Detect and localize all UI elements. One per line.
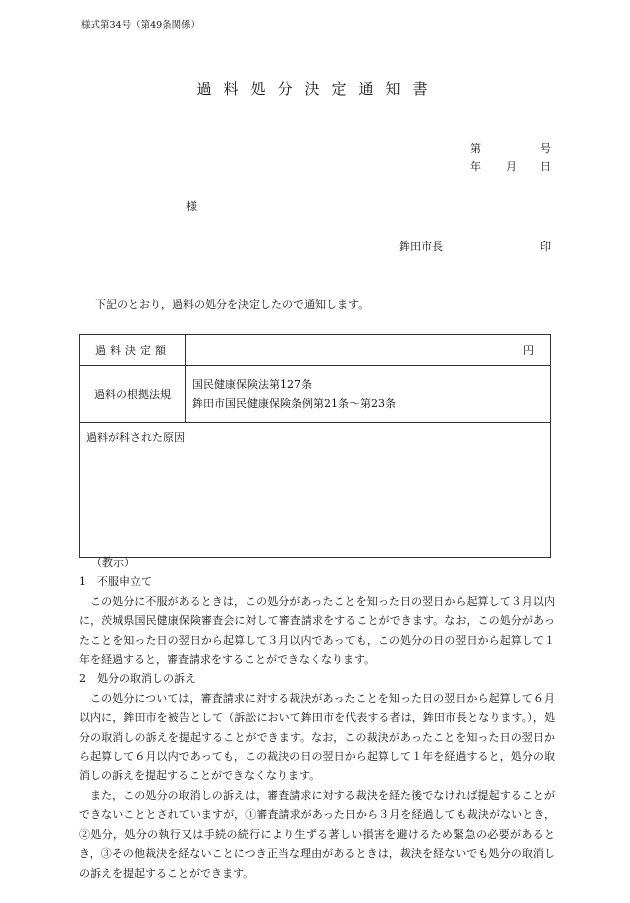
basis-row (80, 366, 551, 423)
instruction-notes (79, 553, 555, 883)
amount-value: 円 (186, 335, 551, 366)
date-day: 日 (540, 160, 551, 173)
addressee-suffix: 様 (186, 200, 197, 213)
intro-text: 下記のとおり，過料の処分を決定したので通知します。 (95, 298, 370, 311)
amount-label: 過料決定額 (80, 335, 186, 366)
cause-label: 過料が科された原因 (80, 423, 551, 558)
seal-mark: 印 (540, 240, 551, 253)
section-1-body: この処分に不服があるときは，この処分があったことを知った日の翌日から起算して３月以内に，茨城県国民健康保険審査会に対して審査請求をすることができます。なお，この処分があったことを知った日の翌日から起算して３月以内であっても，この処分の日の翌日から起算して１年を経過すると，審査請求をすることができなくなります。 (79, 594, 555, 667)
section-2-title: 2 処分の取消しの訴え (79, 672, 196, 686)
amount-row (80, 335, 551, 366)
section-2-body-1: この処分については，審査請求に対する裁決があったことを知った日の翌日から起算して６月以内に，鉾田市を被告として（訴訟において鉾田市を代表する者は，鉾田市長となります。），処分の取消しの訴えを提起することができます。なお，この裁決があったことを知った日の翌日から起算して６月以内であっても，この裁決の日の翌日から起算して１年を経過すると，処分の取消しの訴えを提起することができなくなります。 (79, 691, 555, 783)
basis-label: 過料の根拠法規 (80, 366, 186, 423)
basis-line-2: 鉾田市国民健康保険条例第21条～第23条 (192, 397, 396, 410)
notes-heading: （教示） (91, 556, 135, 569)
date-year: 年 (470, 160, 481, 173)
cause-row (80, 423, 551, 558)
number-prefix: 第 (470, 142, 481, 155)
page-title: 過料処分決定通知書 (196, 80, 440, 98)
basis-line-1: 国民健康保険法第127条 (192, 378, 312, 391)
section-1-title: 1 不服申立て (79, 575, 152, 589)
issuer-title: 鉾田市長 (399, 240, 443, 253)
number-suffix: 号 (540, 142, 551, 155)
basis-value (186, 366, 551, 423)
date-month: 月 (506, 160, 517, 173)
penalty-table (79, 334, 551, 558)
section-2-body-2: また，この処分の取消しの訴えは，審査請求に対する裁決を経た後でなければ提起することができないこととされていますが，①審査請求があった日から３月を経過しても裁決がないとき，②処分，処分の執行又は手続の続行により生ずる著しい損害を避けるため緊急の必要があるとき，③その他裁決を経ないことにつき正当な理由があるときは，裁決を経ないでも処分の取消しの訴えを提起することができます。 (79, 788, 555, 880)
form-number: 様式第34号（第49条関係） (81, 20, 201, 31)
